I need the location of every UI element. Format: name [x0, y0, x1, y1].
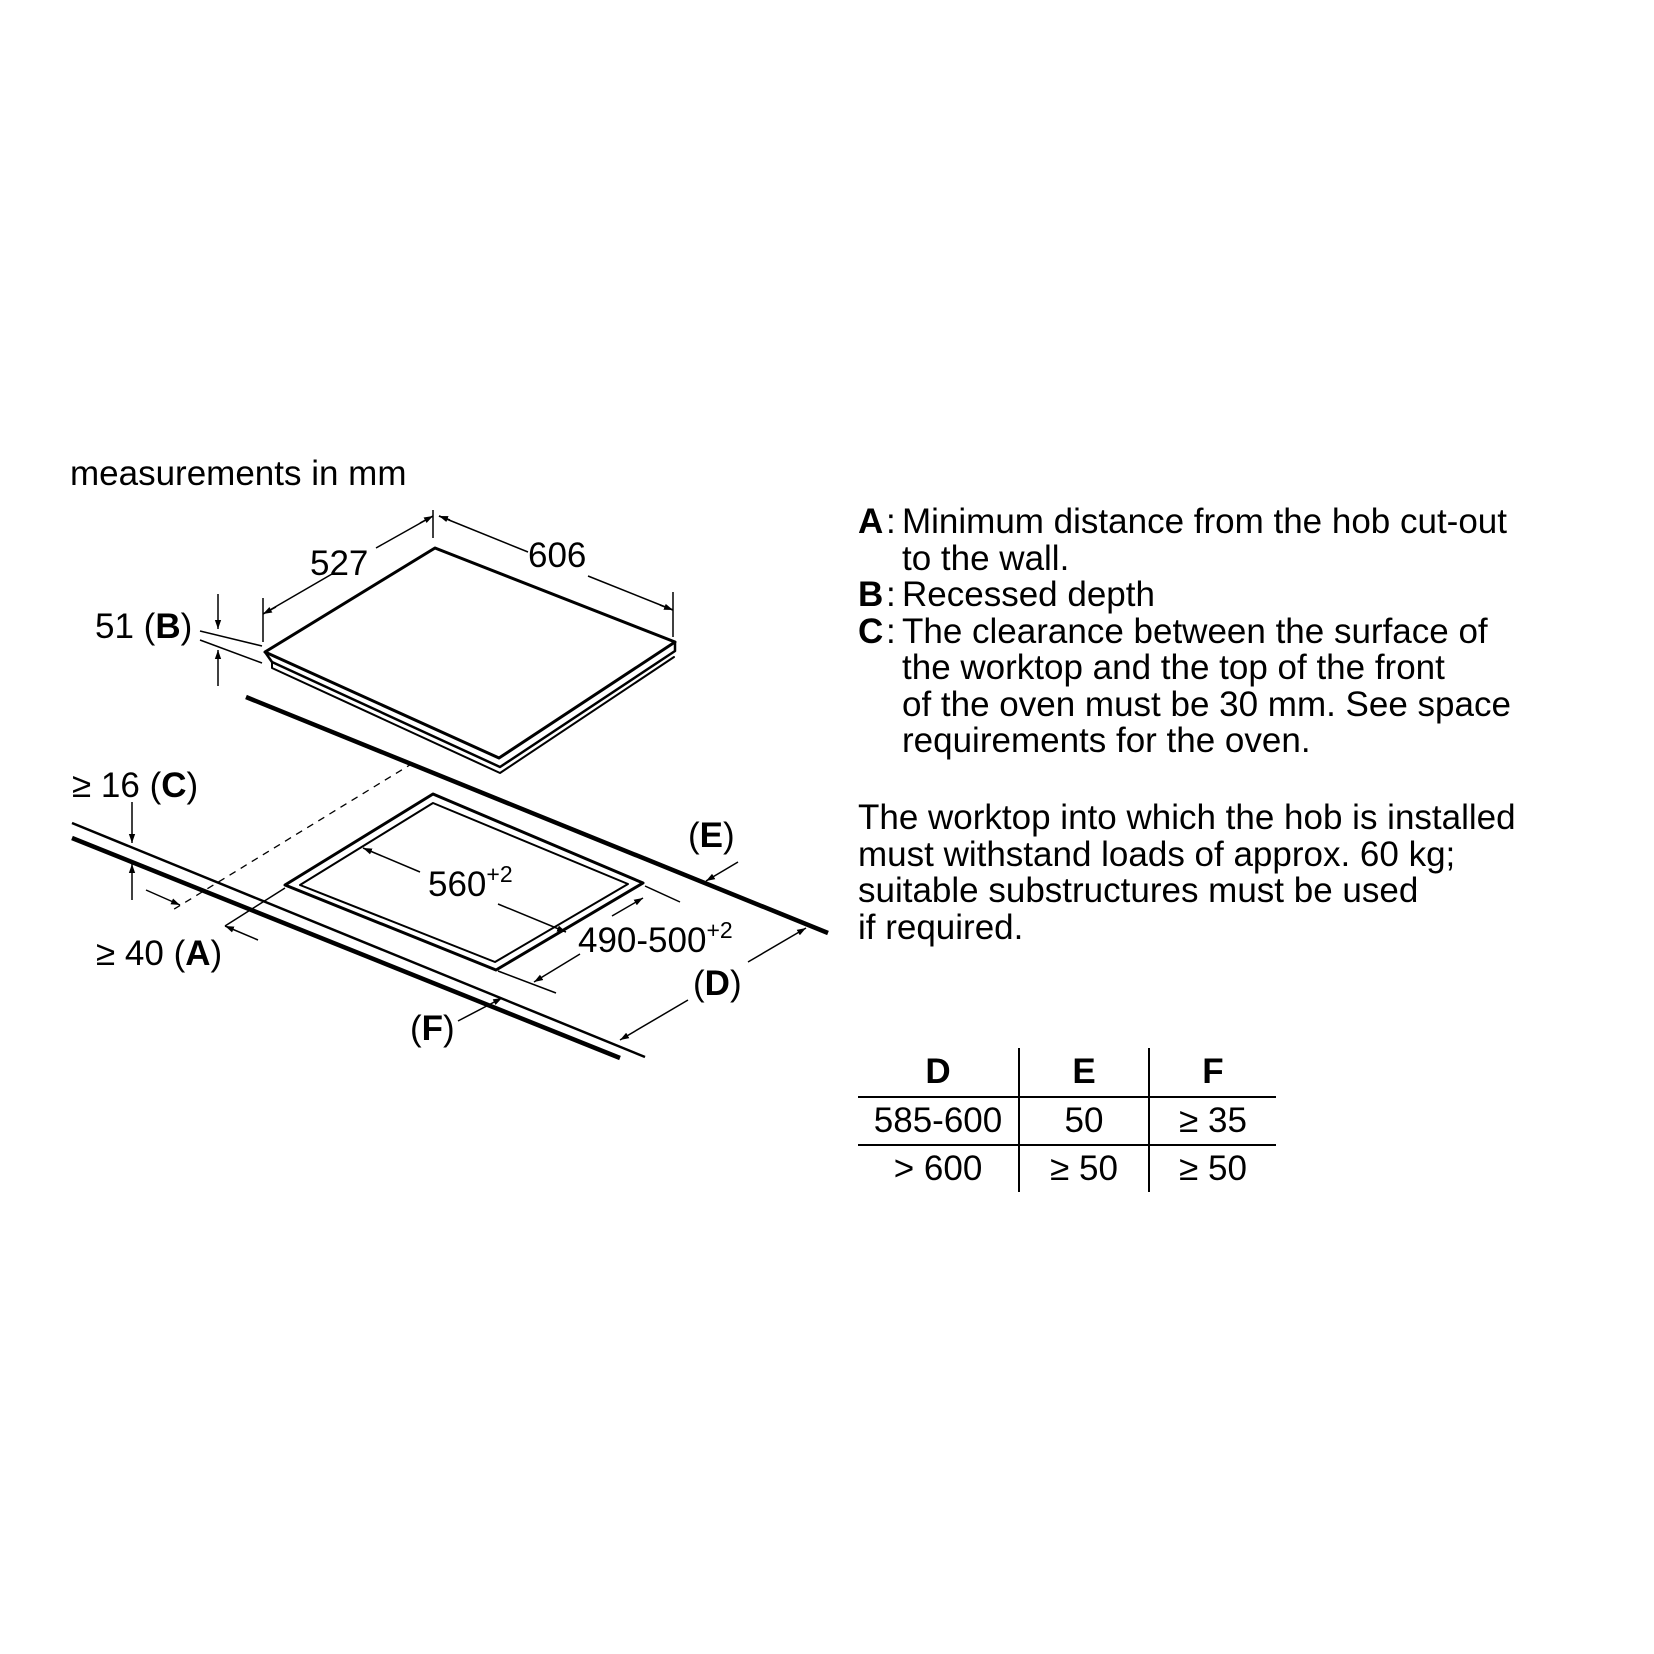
table-row — [858, 1097, 1276, 1145]
load-note: The worktop into which the hob is installed must withstand loads of approx. 60 kg; suitable substructures must be used if required. — [858, 798, 1516, 947]
legend-text: Recessed depth — [902, 575, 1155, 614]
dimension-a-label: ≥ 40 (A) — [96, 934, 223, 973]
table-cell: ≥ 50 — [1149, 1145, 1276, 1192]
legend-item: A : Minimum distance from the hob cut-out to the wall. — [858, 504, 1558, 577]
table-header: E — [1019, 1048, 1149, 1097]
dimension-490-500-label: $490-500^{+2}$ — [578, 917, 733, 960]
table-cell: ≥ 35 — [1149, 1097, 1276, 1145]
diagram-header: measurements in mm — [70, 454, 407, 493]
legend-item: C : The clearance between the surface of the worktop and the top of the front of the oven must be 30 mm. See space requirements for the oven. — [858, 614, 1558, 760]
table-cell: ≥ 50 — [1019, 1145, 1149, 1192]
dimension-b-label: 51 (B) — [95, 607, 193, 646]
dimension-606-label: 606 — [528, 536, 587, 575]
table-cell: > 600 — [893, 1149, 983, 1188]
dimension-e-label: (E) — [688, 816, 735, 855]
legend-key: B — [858, 575, 884, 614]
table-header-row — [858, 1048, 1276, 1097]
legend-key: A — [858, 502, 884, 541]
dimension-e-leader — [706, 862, 738, 881]
table-row — [858, 1145, 1276, 1192]
legend-text: Minimum distance from the hob cut-out to the wall. — [902, 502, 1507, 578]
table-header: D — [858, 1048, 1019, 1097]
dimension-d-label: (D) — [693, 964, 742, 1003]
legend-key: C — [858, 611, 884, 651]
dimension-b — [200, 594, 262, 686]
table-cell: 585-600 — [858, 1097, 1019, 1145]
legend-text: The clearance between the surface of the worktop and the top of the front of the oven must be 30 mm. See space requirements for the oven. — [902, 611, 1511, 760]
dimension-560-label: $560^{+2}$ — [428, 861, 513, 904]
legend — [858, 504, 1558, 760]
dimension-c-label: ≥ 16 (C) — [72, 766, 199, 805]
dimension-table — [858, 1048, 1276, 1192]
table-cell: 50 — [1019, 1097, 1149, 1145]
legend-item: B : Recessed depth — [858, 577, 1558, 614]
table-header: F — [1149, 1048, 1276, 1097]
dimension-f-label: (F) — [410, 1009, 455, 1048]
dimension-527-label: 527 — [310, 544, 369, 583]
